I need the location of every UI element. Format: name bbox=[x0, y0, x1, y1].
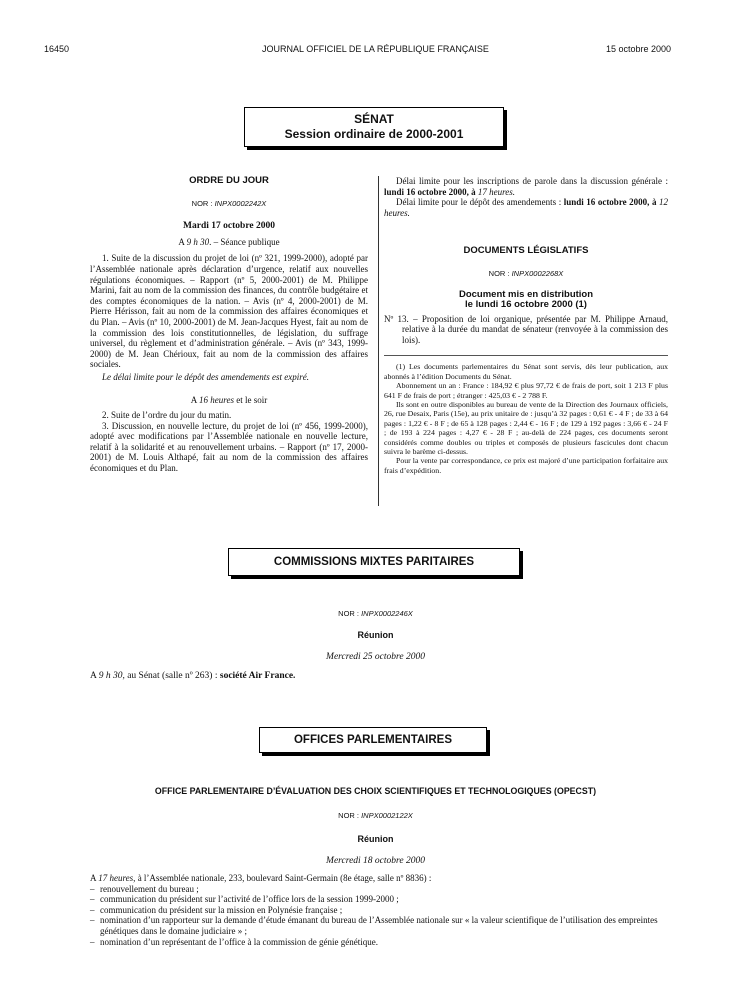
cmp-box: COMMISSIONS MIXTES PARITAIRES bbox=[228, 548, 520, 576]
nor-code: INPX0002122X bbox=[361, 811, 413, 820]
list-item: – renouvellement du bureau ; bbox=[90, 884, 670, 895]
offices-date: Mercredi 18 octobre 2000 bbox=[326, 856, 425, 866]
delai1-b: lundi 16 octobre 2000, à bbox=[384, 186, 478, 197]
header-date: 15 octobre 2000 bbox=[605, 44, 671, 54]
afternoon-time: 16 heures bbox=[199, 394, 234, 405]
offices-agenda bbox=[90, 873, 670, 947]
cmp-reunion: Réunion bbox=[357, 630, 394, 640]
nor-ordre bbox=[90, 199, 368, 210]
nor-docs bbox=[384, 269, 668, 280]
footnote-2: Abonnement un an : France : 184,92 € plus 97,72 € de frais de port, soit 1 213 F plus 641 F de frais de port ; étranger : 425,03 € - 2 788 F. bbox=[384, 381, 668, 400]
ordre-du-jour-column bbox=[90, 176, 368, 474]
list-item: – communication du président sur l’activité de l’office lors de la session 1999-2000 ; bbox=[90, 894, 670, 905]
item-3: 3. Discussion, en nouvelle lecture, du projet de loi (nº 456, 1999-2000), adopté avec modifications par l’Assemblée nationale en nouvelle lecture, relatif à la solidarité et au renouvellement urbains. – Rapport (nº 17, 2000-2001) de M. Louis Althapé, fait au nom de la commission des affaires économiques et du Plan. bbox=[90, 420, 368, 474]
intro-rest: à l’Assemblée nationale, 233, boulevard Saint-Germain (8e étage, salle nº 8836) : bbox=[135, 873, 432, 883]
afternoon-a: A bbox=[190, 394, 200, 405]
morning-suffix: . – Séance publique bbox=[209, 236, 280, 247]
delai2-a: Délai limite pour le dépôt des amendements : bbox=[396, 197, 564, 208]
nor-label: NOR : bbox=[488, 268, 512, 278]
item-2: 2. Suite de l’ordre du jour du matin. bbox=[102, 410, 232, 421]
offices-box: OFFICES PARLEMENTAIRES bbox=[259, 727, 487, 753]
delai2-b: lundi 16 octobre 2000, à bbox=[563, 197, 659, 208]
right-column bbox=[384, 176, 668, 475]
nor-label: NOR : bbox=[338, 811, 362, 820]
cmp-mid: au Sénat (salle nº 263) : bbox=[124, 671, 220, 681]
journal-title: JOURNAL OFFICIEL DE LA RÉPUBLIQUE FRANÇAISE bbox=[262, 44, 489, 54]
delai2-c: 12 heures. bbox=[384, 197, 668, 218]
cmp-date: Mercredi 25 octobre 2000 bbox=[326, 652, 425, 662]
docs-title: DOCUMENTS LÉGISLATIFS bbox=[463, 245, 589, 257]
delai1-a: Délai limite pour les inscriptions de parole dans la discussion générale : bbox=[396, 176, 668, 186]
cmp-bold: société Air France. bbox=[219, 671, 296, 681]
footnote-rule bbox=[384, 355, 668, 356]
intro-a: A bbox=[90, 873, 99, 883]
nor-label: NOR : bbox=[191, 198, 215, 208]
offices-intro bbox=[90, 873, 670, 884]
document-13: Nº 13. – Proposition de loi organique, présentée par M. Philippe Arnaud, relative à la durée du mandat de sénateur (renvoyée à la commission des lois). bbox=[384, 313, 668, 345]
distrib-line-2: le lundi 16 octobre 2000 (1) bbox=[465, 298, 587, 310]
footnote-4: Pour la vente par correspondance, ce prix est majoré d’une participation forfaitaire aux frais d’expédition. bbox=[384, 456, 668, 475]
senat-title: SÉNAT bbox=[354, 112, 394, 126]
morning-a: A bbox=[178, 236, 187, 247]
afternoon-suffix: et le soir bbox=[233, 394, 268, 405]
delai-inscriptions bbox=[384, 176, 668, 197]
afternoon-session bbox=[90, 395, 368, 406]
day-heading: Mardi 17 octobre 2000 bbox=[183, 221, 275, 232]
nor-cmp bbox=[0, 609, 751, 618]
page-number: 16450 bbox=[44, 44, 70, 54]
delai-amendements bbox=[384, 197, 668, 218]
nor-offices bbox=[0, 811, 751, 820]
deadline-note: Le délai limite pour le dépôt des amendements est expiré. bbox=[102, 371, 309, 382]
nor-code: INPX0002242X bbox=[214, 198, 267, 208]
nor-code: INPX0002268X bbox=[511, 268, 564, 278]
morning-time: 9 h 30 bbox=[186, 236, 210, 247]
intro-time: 17 heures, bbox=[98, 873, 136, 883]
cmp-a: A bbox=[90, 671, 99, 681]
item-1: 1. Suite de la discussion du projet de loi (nº 321, 1999-2000), adopté par l’Assemblée nationale après déclaration d’urgence, relatif aux nouvelles régulations économiques. – Rapport (nº 5, 2000-2001) de M. Philippe Marini, fait au nom de la commission des finances, du contrôle budgétaire et des comptes économiques de la nation. – Avis (nº 4, 2000-2001) de M. Pierre Hérisson, fait au nom de la commission des affaires économiques et du Plan. – Avis (nº 10, 2000-2001) de M. Jean-Jacques Hyest, fait au nom de la commission des lois constitutionnelles, de législation, du suffrage universel, du règlement et d’administration générale. – Avis (nº 343, 1999-2000) de M. Jean Chérioux, fait au nom de la commission des affaires sociales. bbox=[90, 253, 368, 370]
ordre-title: ORDRE DU JOUR bbox=[189, 175, 269, 186]
cmp-line bbox=[90, 671, 295, 681]
footnotes bbox=[384, 362, 668, 475]
nor-code: INPX0002246X bbox=[361, 609, 413, 618]
session-subtitle: Session ordinaire de 2000-2001 bbox=[284, 127, 464, 141]
nor-label: NOR : bbox=[338, 609, 362, 618]
list-item: – communication du président sur la mission en Polynésie française ; bbox=[90, 905, 670, 916]
column-divider bbox=[378, 176, 379, 506]
offices-reunion: Réunion bbox=[357, 834, 394, 844]
delai1-c: 17 heures. bbox=[477, 186, 516, 197]
distribution-heading bbox=[384, 290, 668, 310]
list-item: – nomination d’un rapporteur sur la demande d’étude émanant du bureau de l’Assemblée nationale sur « la valeur scientifique de l’utilisation des empreintes génétiques dans le domaine judiciaire » ; bbox=[90, 915, 670, 936]
footnote-3: Ils sont en outre disponibles au bureau de vente de la Direction des Journaux officiels, 26, rue Desaix, Paris (15e), au prix unitaire de : jusqu’à 32 pages : 0,61 € - 4 F ; de 33 à 64 pages : 1,22 € - 8 F ; de 65 à 128 pages : 2,44 € - 16 F ; de 129 à 192 pages : 3,66 € - 24 F ; de 193 à 224 pages : 4,27 € - 28 F ; au-delà de 224 pages, ces documents seront considérés comme doubles ou triples et composés de plusieurs fascicules dont chacun suivra le barème ci-dessus. bbox=[384, 399, 668, 456]
opecst-heading: OFFICE PARLEMENTAIRE D’ÉVALUATION DES CHOIX SCIENTIFIQUES ET TECHNOLOGIQUES (OPECST) bbox=[154, 786, 597, 796]
footnote-1: (1) Les documents parlementaires du Sénat sont servis, dès leur publication, aux abonnés à l’édition Documents du Sénat. bbox=[384, 362, 668, 381]
morning-session bbox=[90, 237, 368, 248]
distrib-line-1: Document mis en distribution bbox=[458, 288, 594, 300]
cmp-time: 9 h 30, bbox=[98, 671, 125, 681]
agenda-list bbox=[90, 884, 670, 948]
list-item: – nomination d’un représentant de l’office à la commission de génie génétique. bbox=[90, 937, 670, 948]
senat-box bbox=[244, 107, 504, 147]
